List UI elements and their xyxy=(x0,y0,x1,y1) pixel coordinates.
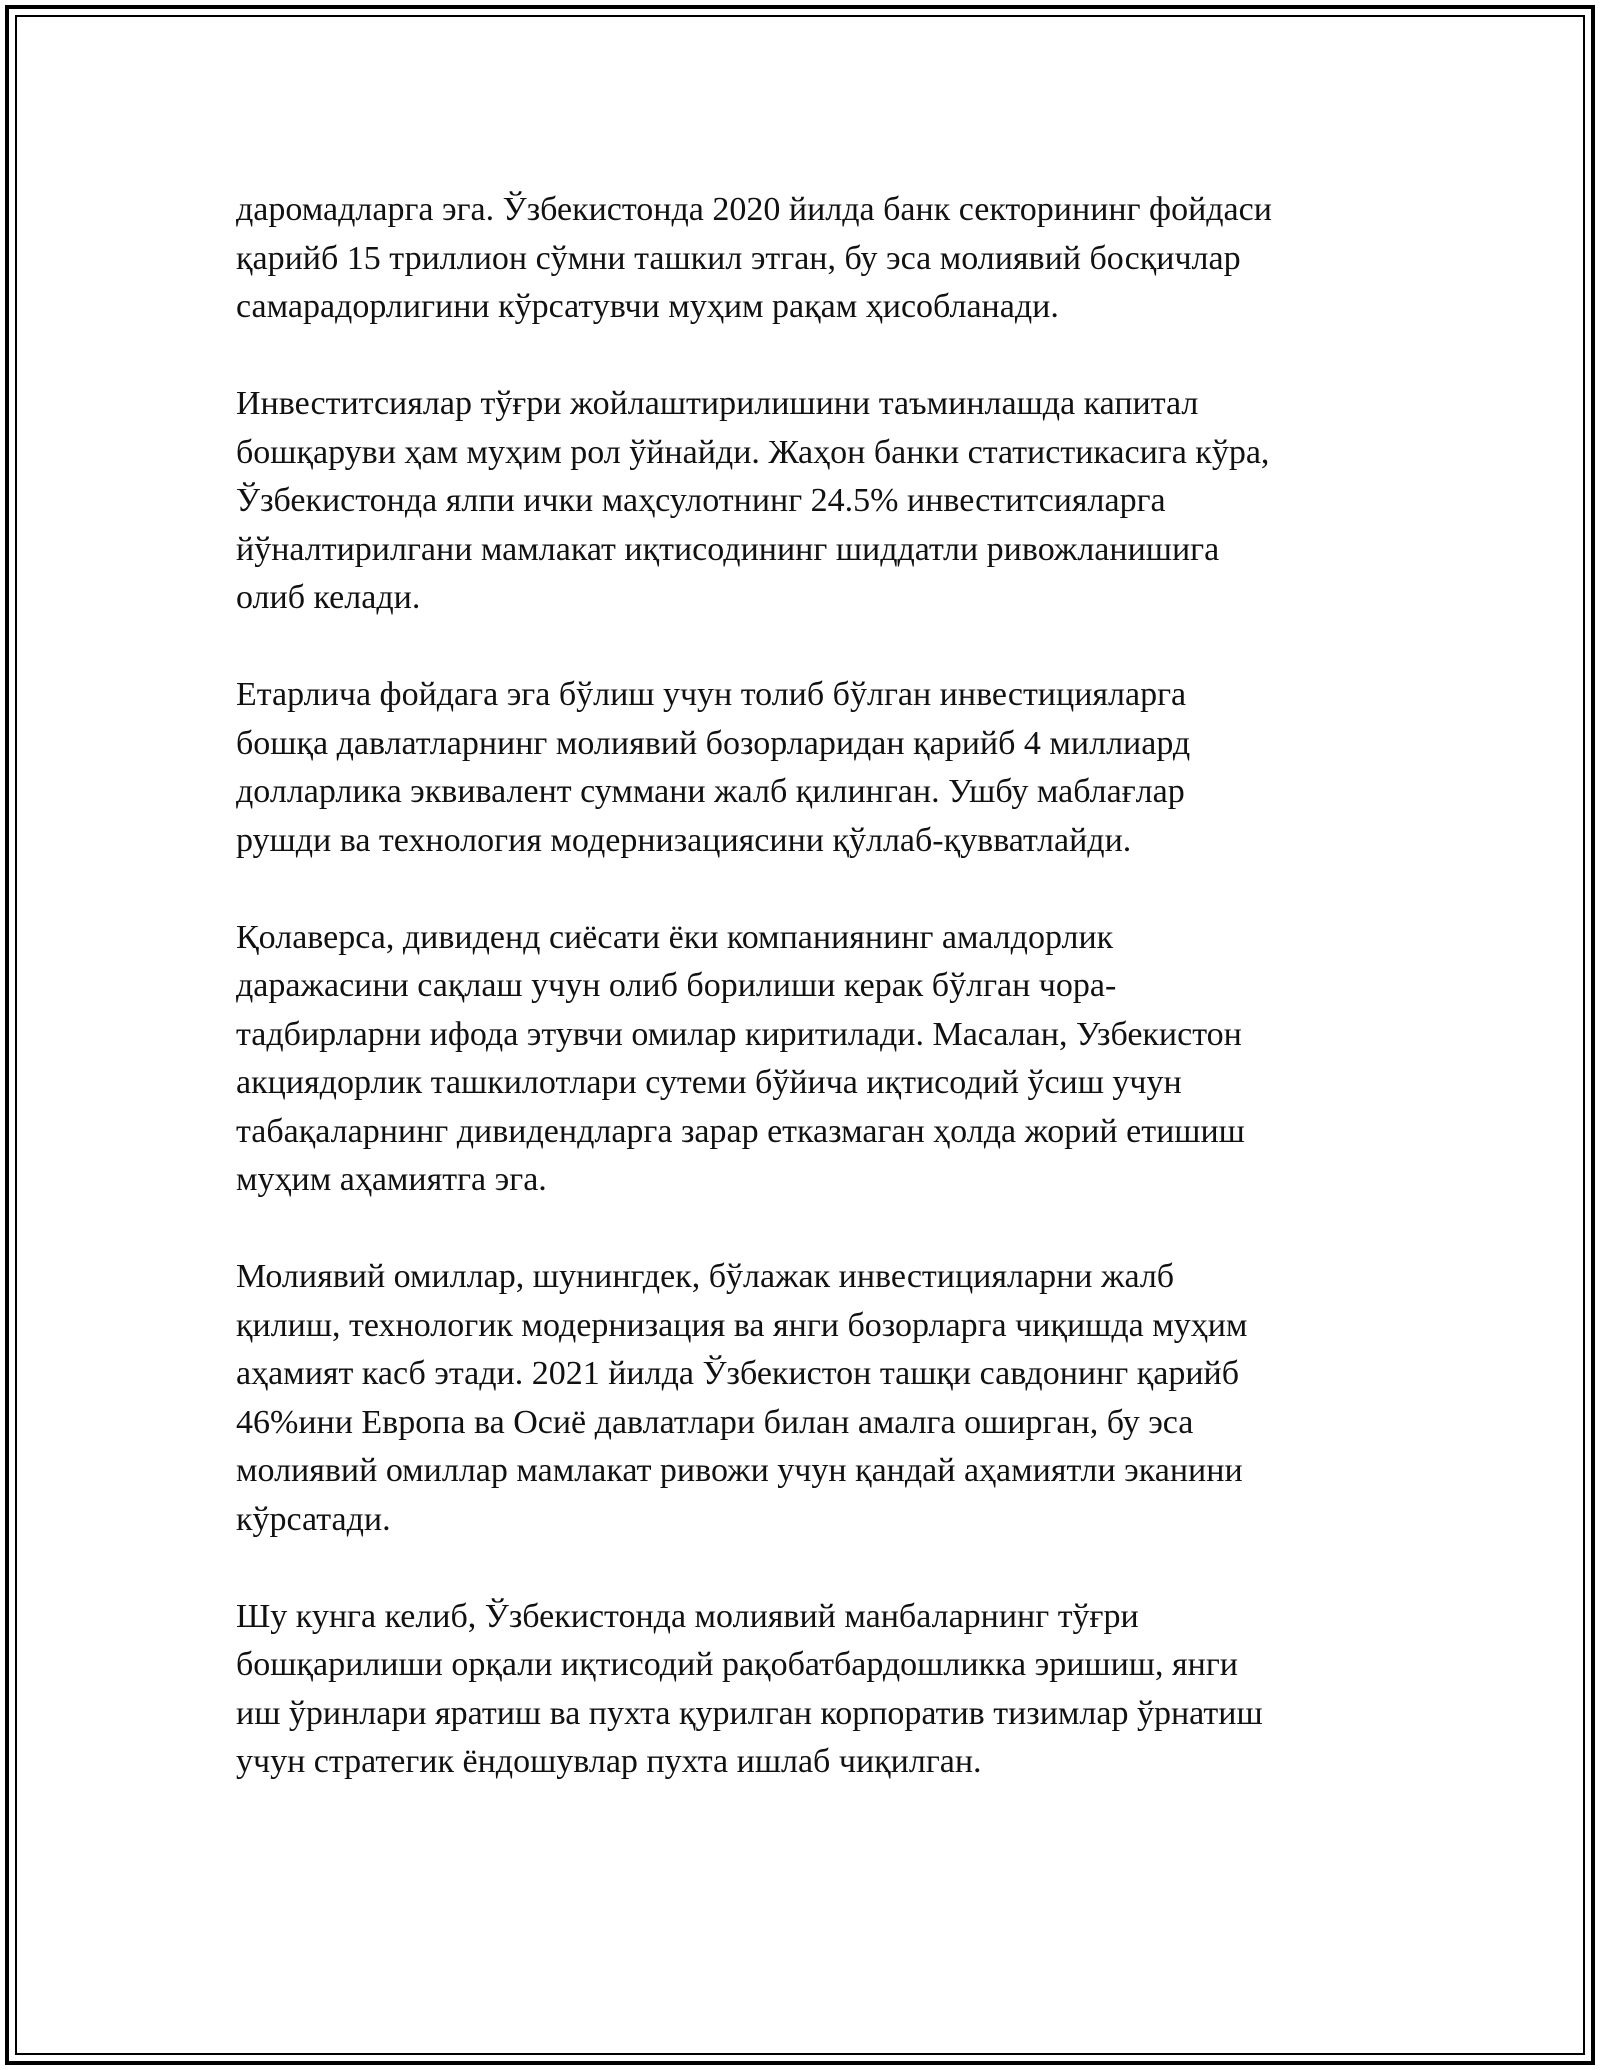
text-line: Шу кунга келиб, Ўзбекистонда молиявий манбаларнинг тўғри xyxy=(236,1597,1139,1635)
paragraph-6 xyxy=(236,1593,1366,1787)
text-line: олиб келади. xyxy=(236,579,421,616)
paragraph-1 xyxy=(236,186,1366,332)
text-line: рушди ва технология модернизациясини қўллаб-қувватлайди. xyxy=(236,821,1132,859)
text-line: бошқарилиши орқали иқтисодий рақобатбардошликка эришиш, янги xyxy=(236,1646,1238,1683)
text-line: самарадорлигини кўрсатувчи муҳим рақам ҳисобланади. xyxy=(236,288,1059,325)
paragraph-3 xyxy=(236,671,1366,865)
text-line: табақаларнинг дивидендларга зарар етказмаган ҳолда жорий етишиш xyxy=(236,1112,1245,1150)
text-line: иш ўринлари яратиш ва пухта қурилган корпоратив тизимлар ўрнатиш xyxy=(236,1694,1263,1732)
text-line: учун стратегик ёндошувлар пухта ишлаб чиқилган. xyxy=(236,1743,982,1780)
paragraph-5 xyxy=(236,1253,1366,1544)
text-line: акциядорлик ташкилотлари сутеми бўйича иқтисодий ўсиш учун xyxy=(236,1064,1182,1101)
text-line: йўналтирилгани мамлакат иқтисодининг шиддатли ривожланишига xyxy=(236,530,1220,568)
text-line: кўрсатади. xyxy=(236,1500,391,1538)
text-line: тадбирларни ифода этувчи омилар киритилади. Масалан, Узбекистон xyxy=(236,1015,1242,1053)
text-line: Қолаверса, дивиденд сиёсати ёки компаниянинг амалдорлик xyxy=(236,918,1114,956)
text-line: Етарлича фойдага эга бўлиш учун толиб бўлган инвестицияларга xyxy=(236,676,1187,713)
text-line: Инвеститсиялар тўғри жойлаштирилишини таъминлашда капитал xyxy=(236,385,1199,422)
text-line: молиявий омиллар мамлакат ривожи учун қандай аҳамиятли эканини xyxy=(236,1452,1243,1489)
text-line: 46%ини Европа ва Осиё давлатлари билан амалга оширган, бу эса xyxy=(236,1403,1194,1441)
text-line: даромадларга эга. Ўзбекистонда 2020 йилда банк секторининг фойдаси xyxy=(236,191,1272,228)
text-line: аҳамият касб этади. 2021 йилда Ўзбекистон ташқи савдонинг қарийб xyxy=(236,1355,1240,1392)
document-body xyxy=(236,186,1366,1787)
text-line: бошқа давлатларнинг молиявий бозорларидан қарийб 4 миллиард xyxy=(236,724,1191,762)
text-line: Молиявий омиллар, шунингдек, бўлажак инвестицияларни жалб xyxy=(236,1258,1175,1295)
text-line: долларлика эквивалент суммани жалб қилинган. Ушбу маблағлар xyxy=(236,773,1185,810)
text-line: қарийб 15 триллион сўмни ташкил этган, бу эса молиявий босқичлар xyxy=(236,239,1241,277)
paragraph-4 xyxy=(236,914,1366,1205)
text-line: қилиш, технологик модернизация ва янги бозорларга чиқишда муҳим xyxy=(236,1306,1248,1344)
paragraph-2 xyxy=(236,380,1366,623)
text-line: даражасини сақлаш учун олиб борилиши керак бўлган чора- xyxy=(236,967,1117,1004)
text-line: муҳим аҳамиятга эга. xyxy=(236,1161,547,1198)
text-line: Ўзбекистонда ялпи ички маҳсулотнинг 24.5% инвеститсияларга xyxy=(236,482,1166,519)
text-line: бошқаруви ҳам муҳим рол ўйнайди. Жаҳон банки статистикасига кўра, xyxy=(236,433,1270,471)
